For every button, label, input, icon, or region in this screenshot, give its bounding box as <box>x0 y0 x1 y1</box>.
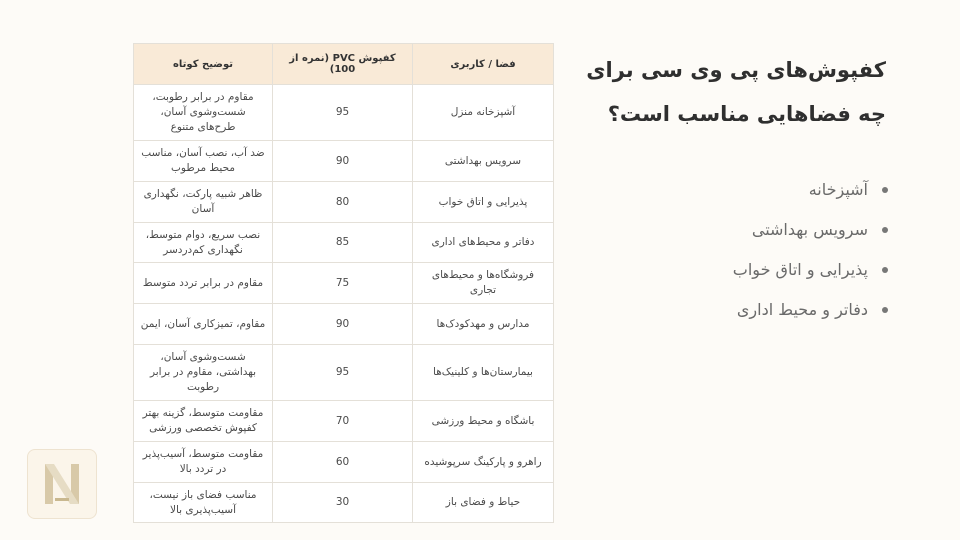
table-row <box>134 141 554 182</box>
cell-description: مقاوم، تمیزکاری آسان، ایمن <box>134 304 273 345</box>
cell-description: مقاوم در برابر تردد متوسط <box>134 263 273 304</box>
cell-space: فروشگاه‌ها و محیط‌های تجاری <box>413 263 554 304</box>
bullet-dot-icon <box>882 227 888 233</box>
flooring-suitability-table <box>133 43 554 523</box>
cell-space: باشگاه و محیط ورزشی <box>413 401 554 442</box>
table-row <box>134 401 554 442</box>
table-row <box>134 442 554 483</box>
cell-description: مناسب فضای باز نیست، آسیب‌پذیری بالا <box>134 483 273 523</box>
cell-score: 70 <box>273 401 413 442</box>
cell-score: 90 <box>273 141 413 182</box>
table-row <box>134 483 554 523</box>
table-row <box>134 263 554 304</box>
cell-description: مقاومت متوسط، آسیب‌پذیر در تردد بالا <box>134 442 273 483</box>
table-row <box>134 223 554 263</box>
cell-score: 90 <box>273 304 413 345</box>
cell-description: مقاوم در برابر رطوبت، شست‌وشوی آسان، طرح‌های متنوع <box>134 85 273 141</box>
cell-space: راهرو و پارکینگ سرپوشیده <box>413 442 554 483</box>
cell-score: 75 <box>273 263 413 304</box>
cell-space: سرویس بهداشتی <box>413 141 554 182</box>
cell-score: 95 <box>273 345 413 401</box>
cell-description: ظاهر شبیه پارکت، نگهداری آسان <box>134 182 273 223</box>
table-row <box>134 304 554 345</box>
header-space: فضا / کاربری <box>413 44 554 85</box>
cell-space: مدارس و مهدکودک‌ها <box>413 304 554 345</box>
table-row <box>134 182 554 223</box>
table-header-row <box>134 44 554 85</box>
bullet-text: دفاتر و محیط اداری <box>736 300 868 319</box>
bullet-item <box>568 176 868 216</box>
table-row <box>134 345 554 401</box>
bullet-text: سرویس بهداشتی <box>751 220 868 239</box>
n-monogram-logo <box>27 449 97 519</box>
cell-space: بیمارستان‌ها و کلینیک‌ها <box>413 345 554 401</box>
bullet-item <box>568 256 868 296</box>
table-row <box>134 85 554 141</box>
cell-score: 95 <box>273 85 413 141</box>
header-score: کفپوش PVC (نمره از 100) <box>273 44 413 85</box>
cell-description: نصب سریع، دوام متوسط، نگهداری کم‌دردسر <box>134 223 273 263</box>
cell-space: آشپزخانه منزل <box>413 85 554 141</box>
bullet-item <box>568 216 868 256</box>
cell-space: دفاتر و محیط‌های اداری <box>413 223 554 263</box>
bullet-dot-icon <box>882 187 888 193</box>
cell-score: 30 <box>273 483 413 523</box>
slide-title: کفپوش‌های پی وی سی برای چه فضاهایی مناسب است؟ <box>586 58 886 126</box>
bullet-item <box>568 296 868 336</box>
cell-space: حیاط و فضای باز <box>413 483 554 523</box>
bullet-list <box>568 176 868 336</box>
bullet-text: پذیرایی و اتاق خواب <box>732 260 868 279</box>
cell-score: 85 <box>273 223 413 263</box>
bullet-dot-icon <box>882 267 888 273</box>
bullet-text: آشپزخانه <box>808 180 868 199</box>
bullet-dot-icon <box>882 307 888 313</box>
header-description: توضیح کوتاه <box>134 44 273 85</box>
cell-description: مقاومت متوسط، گزینه بهتر کفپوش تخصصی ورزشی <box>134 401 273 442</box>
cell-space: پذیرایی و اتاق خواب <box>413 182 554 223</box>
cell-description: ضد آب، نصب آسان، مناسب محیط مرطوب <box>134 141 273 182</box>
cell-score: 80 <box>273 182 413 223</box>
n-monogram-icon <box>28 450 96 518</box>
cell-score: 60 <box>273 442 413 483</box>
cell-description: شست‌وشوی آسان، بهداشتی، مقاوم در برابر رطوبت <box>134 345 273 401</box>
